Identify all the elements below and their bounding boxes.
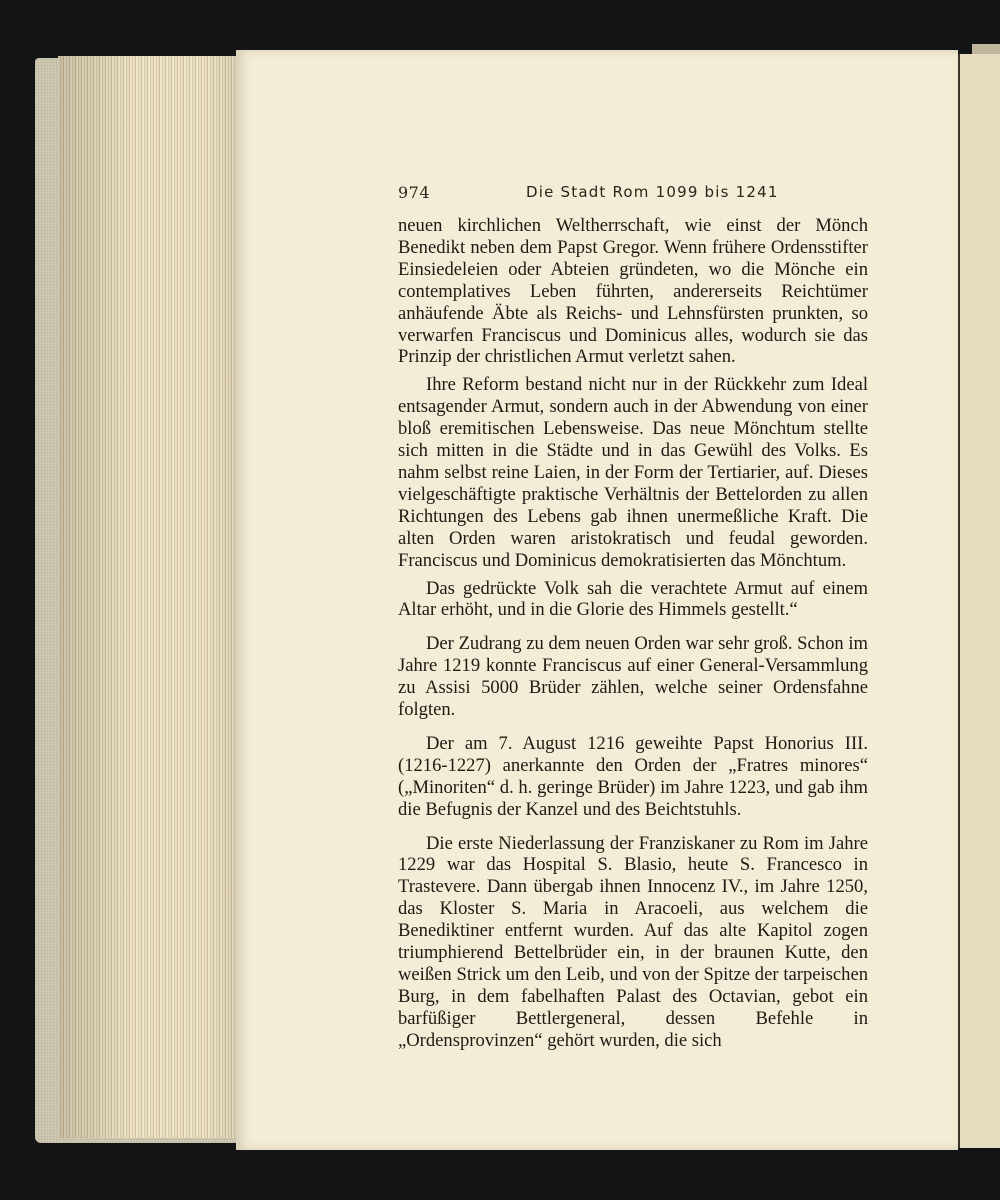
- facing-page-edge: [958, 54, 1000, 1148]
- paragraph-1: neuen kirchlichen Weltherrschaft, wie einst der Mönch Benedikt neben dem Papst Gregor. Wenn frühere Ordensstifter Einsiedeleien oder Abteien gründeten, wo die Mönche ein contemplatives Leben führten, andererseits Reichtümer anhäufende Äbte als Reichs- und Lehnsfürsten prunkten, so verwarfen Franciscus und Dominicus alles, wodurch sie das Prinzip der christlichen Armut verletzt sahen.: [398, 215, 868, 368]
- paragraph-3: Das gedrückte Volk sah die verachtete Armut auf einem Altar erhöht, und in die Glorie des Himmels gestellt.“: [398, 577, 868, 621]
- page-header: [398, 180, 868, 206]
- body-text: [398, 215, 868, 1052]
- paragraph-2: Ihre Reform bestand nicht nur in der Rückkehr zum Ideal entsagender Armut, sondern auch in der Abwendung von einer bloß eremitischen Lebensweise. Das neue Mönchtum stellte sich mitten in die Städte und in das Gewühl des Volks. Es nahm selbst reine Laien, in der Form der Tertiarier, auf. Dieses vielgeschäftigte praktische Verhältnis der Bettelorden zu allen Richtungen des Lebens gab ihnen unermeßliche Kraft. Die alten Orden waren aristokratisch und feudal geworden. Franciscus und Dominicus demokratisierten das Mönchtum.: [398, 374, 868, 571]
- paragraph-5: Der am 7. August 1216 geweihte Papst Honorius III. (1216-1227) anerkannte den Orden der „Fratres minores“ („Minoriten“ d. h. geringe Brüder) im Jahre 1223, und gab ihm die Befugnis der Kanzel und des Beichtstuhls.: [398, 732, 868, 820]
- paragraph-4: Der Zudrang zu dem neuen Orden war sehr groß. Schon im Jahre 1219 konnte Franciscus auf einer General-Versammlung zu Assisi 5000 Brüder zählen, welche seiner Ordensfahne folgten.: [398, 633, 868, 721]
- paragraph-6: Die erste Niederlassung der Franziskaner zu Rom im Jahre 1229 war das Hospital S. Blasio, heute S. Francesco in Trastevere. Dann übergab ihnen Innocenz IV., im Jahre 1250, das Kloster S. Maria in Aracoeli, aus welchem die Benediktiner entfernt wurden. Auf das alte Kapitol zogen triumphierend Bettelbrüder ein, in der braunen Kutte, den weißen Strick um den Leib, und von der Spitze der tarpeischen Burg, in dem fabelhaften Palast des Octavian, gebot ein barfüßiger Bettlergeneral, dessen Befehle in „Ordensprovinzen“ gehört wurden, die sich: [398, 832, 868, 1051]
- page-number: 974: [398, 183, 431, 202]
- running-head: Die Stadt Rom 1099 bis 1241: [526, 183, 779, 201]
- page-edges-shading: [58, 56, 243, 1138]
